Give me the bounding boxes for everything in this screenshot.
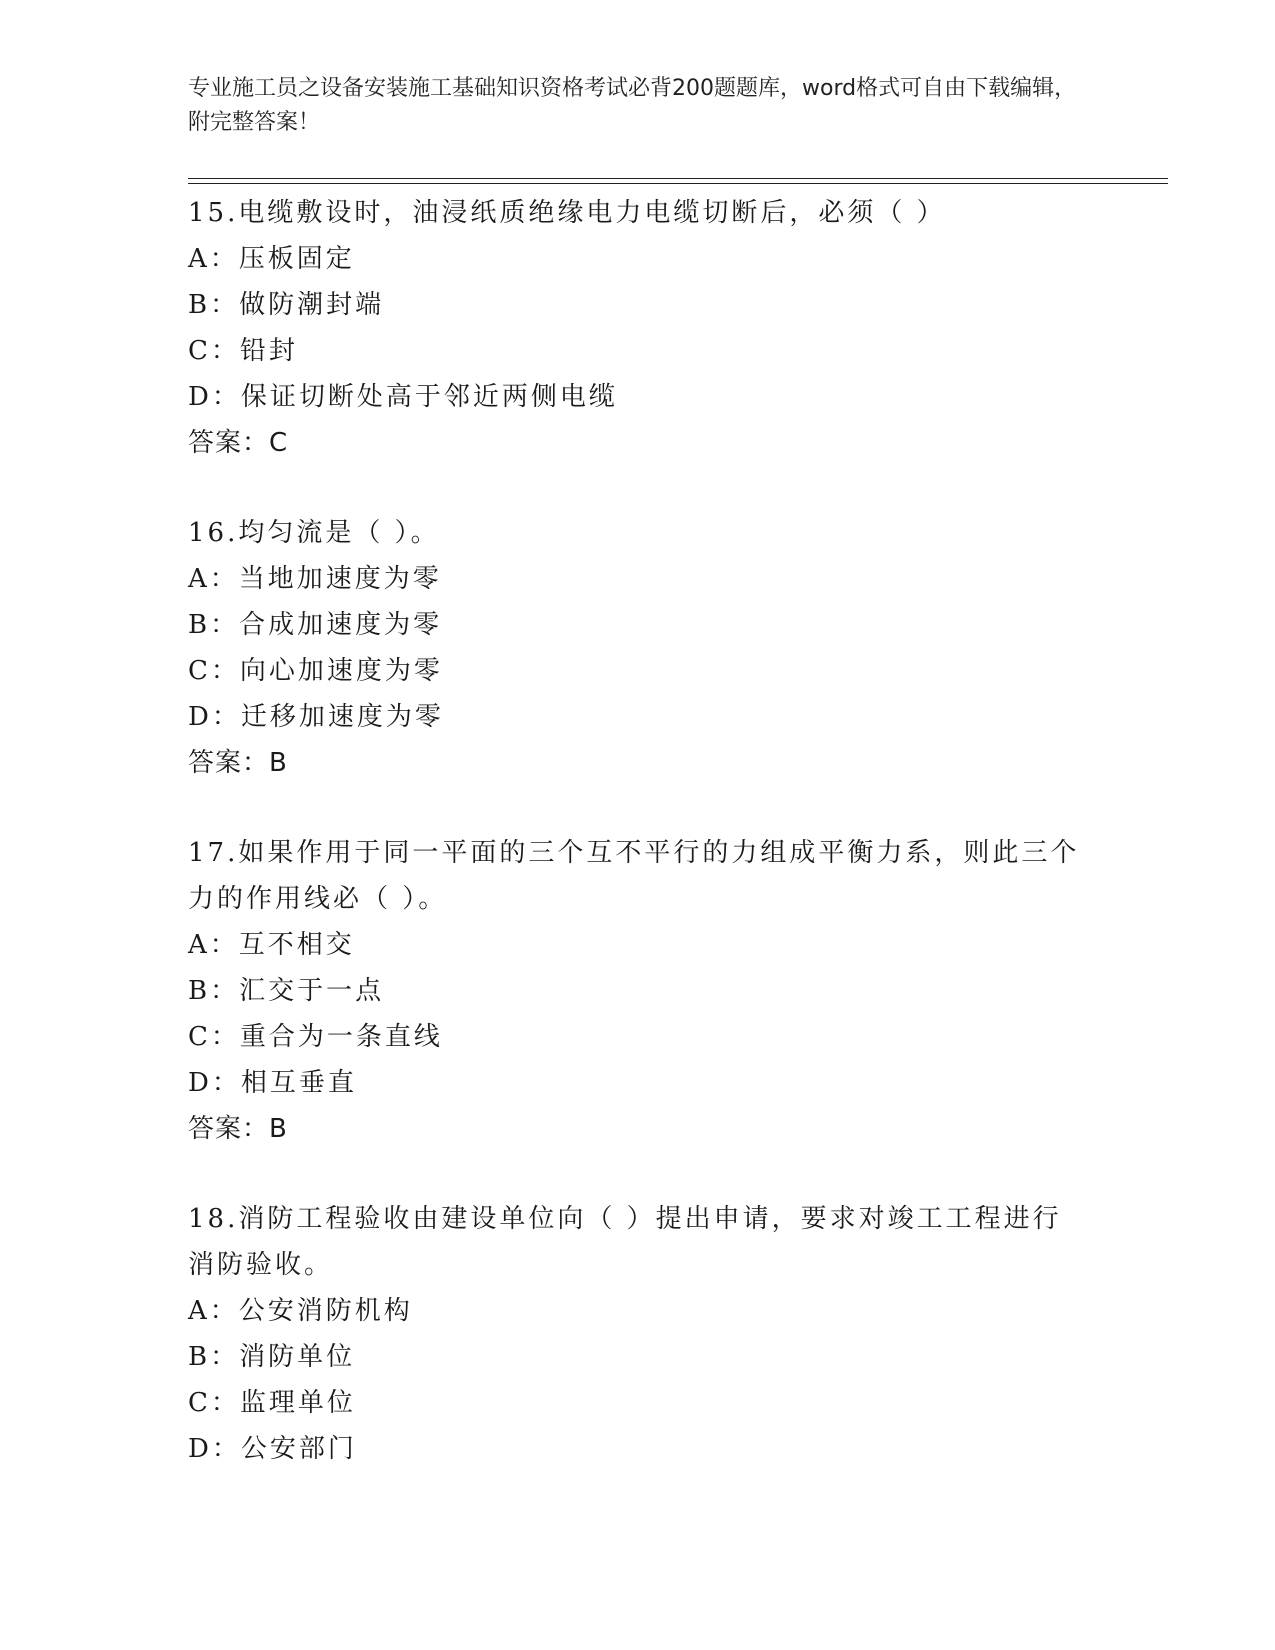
option-d: D：迁移加速度为零 [188,702,444,732]
option-c: C：铅封 [188,336,298,366]
option-b: B：合成加速度为零 [188,610,443,640]
option-c: C：监理单位 [188,1388,356,1418]
question-17 [188,830,1088,1152]
question-list [188,190,1088,1472]
question-stem: 16.均匀流是（ ）。 [188,518,440,548]
question-stem: 17.如果作用于同一平面的三个互不平行的力组成平衡力系，则此三个力的作用线必（ ）。 [188,838,1080,914]
question-15 [188,190,1088,466]
option-c: C：向心加速度为零 [188,656,443,686]
question-16 [188,510,1088,786]
header-divider-top [188,178,1168,179]
option-d: D：公安部门 [188,1434,357,1464]
option-b: B：消防单位 [188,1342,356,1372]
option-a: A：当地加速度为零 [188,564,442,594]
answer: 答案：C [188,428,289,458]
document-header: 专业施工员之设备安装施工基础知识资格考试必背200题题库，word格式可自由下载编辑，附完整答案！ [188,76,1077,135]
question-stem: 15.电缆敷设时，油浸纸质绝缘电力电缆切断后，必须（ ） [188,198,946,228]
option-d: D：保证切断处高于邻近两侧电缆 [188,382,618,412]
option-a: A：公安消防机构 [188,1296,413,1326]
option-b: B：汇交于一点 [188,976,385,1006]
option-b: B：做防潮封端 [188,290,385,320]
option-a: A：互不相交 [188,930,355,960]
answer: 答案：B [188,748,288,778]
question-18 [188,1196,1088,1472]
header-divider-bottom [188,183,1168,184]
option-c: C：重合为一条直线 [188,1022,443,1052]
question-stem: 18.消防工程验收由建设单位向（ ）提出申请，要求对竣工工程进行消防验收。 [188,1204,1062,1280]
option-a: A：压板固定 [188,244,355,274]
option-d: D：相互垂直 [188,1068,357,1098]
answer: 答案：B [188,1114,288,1144]
